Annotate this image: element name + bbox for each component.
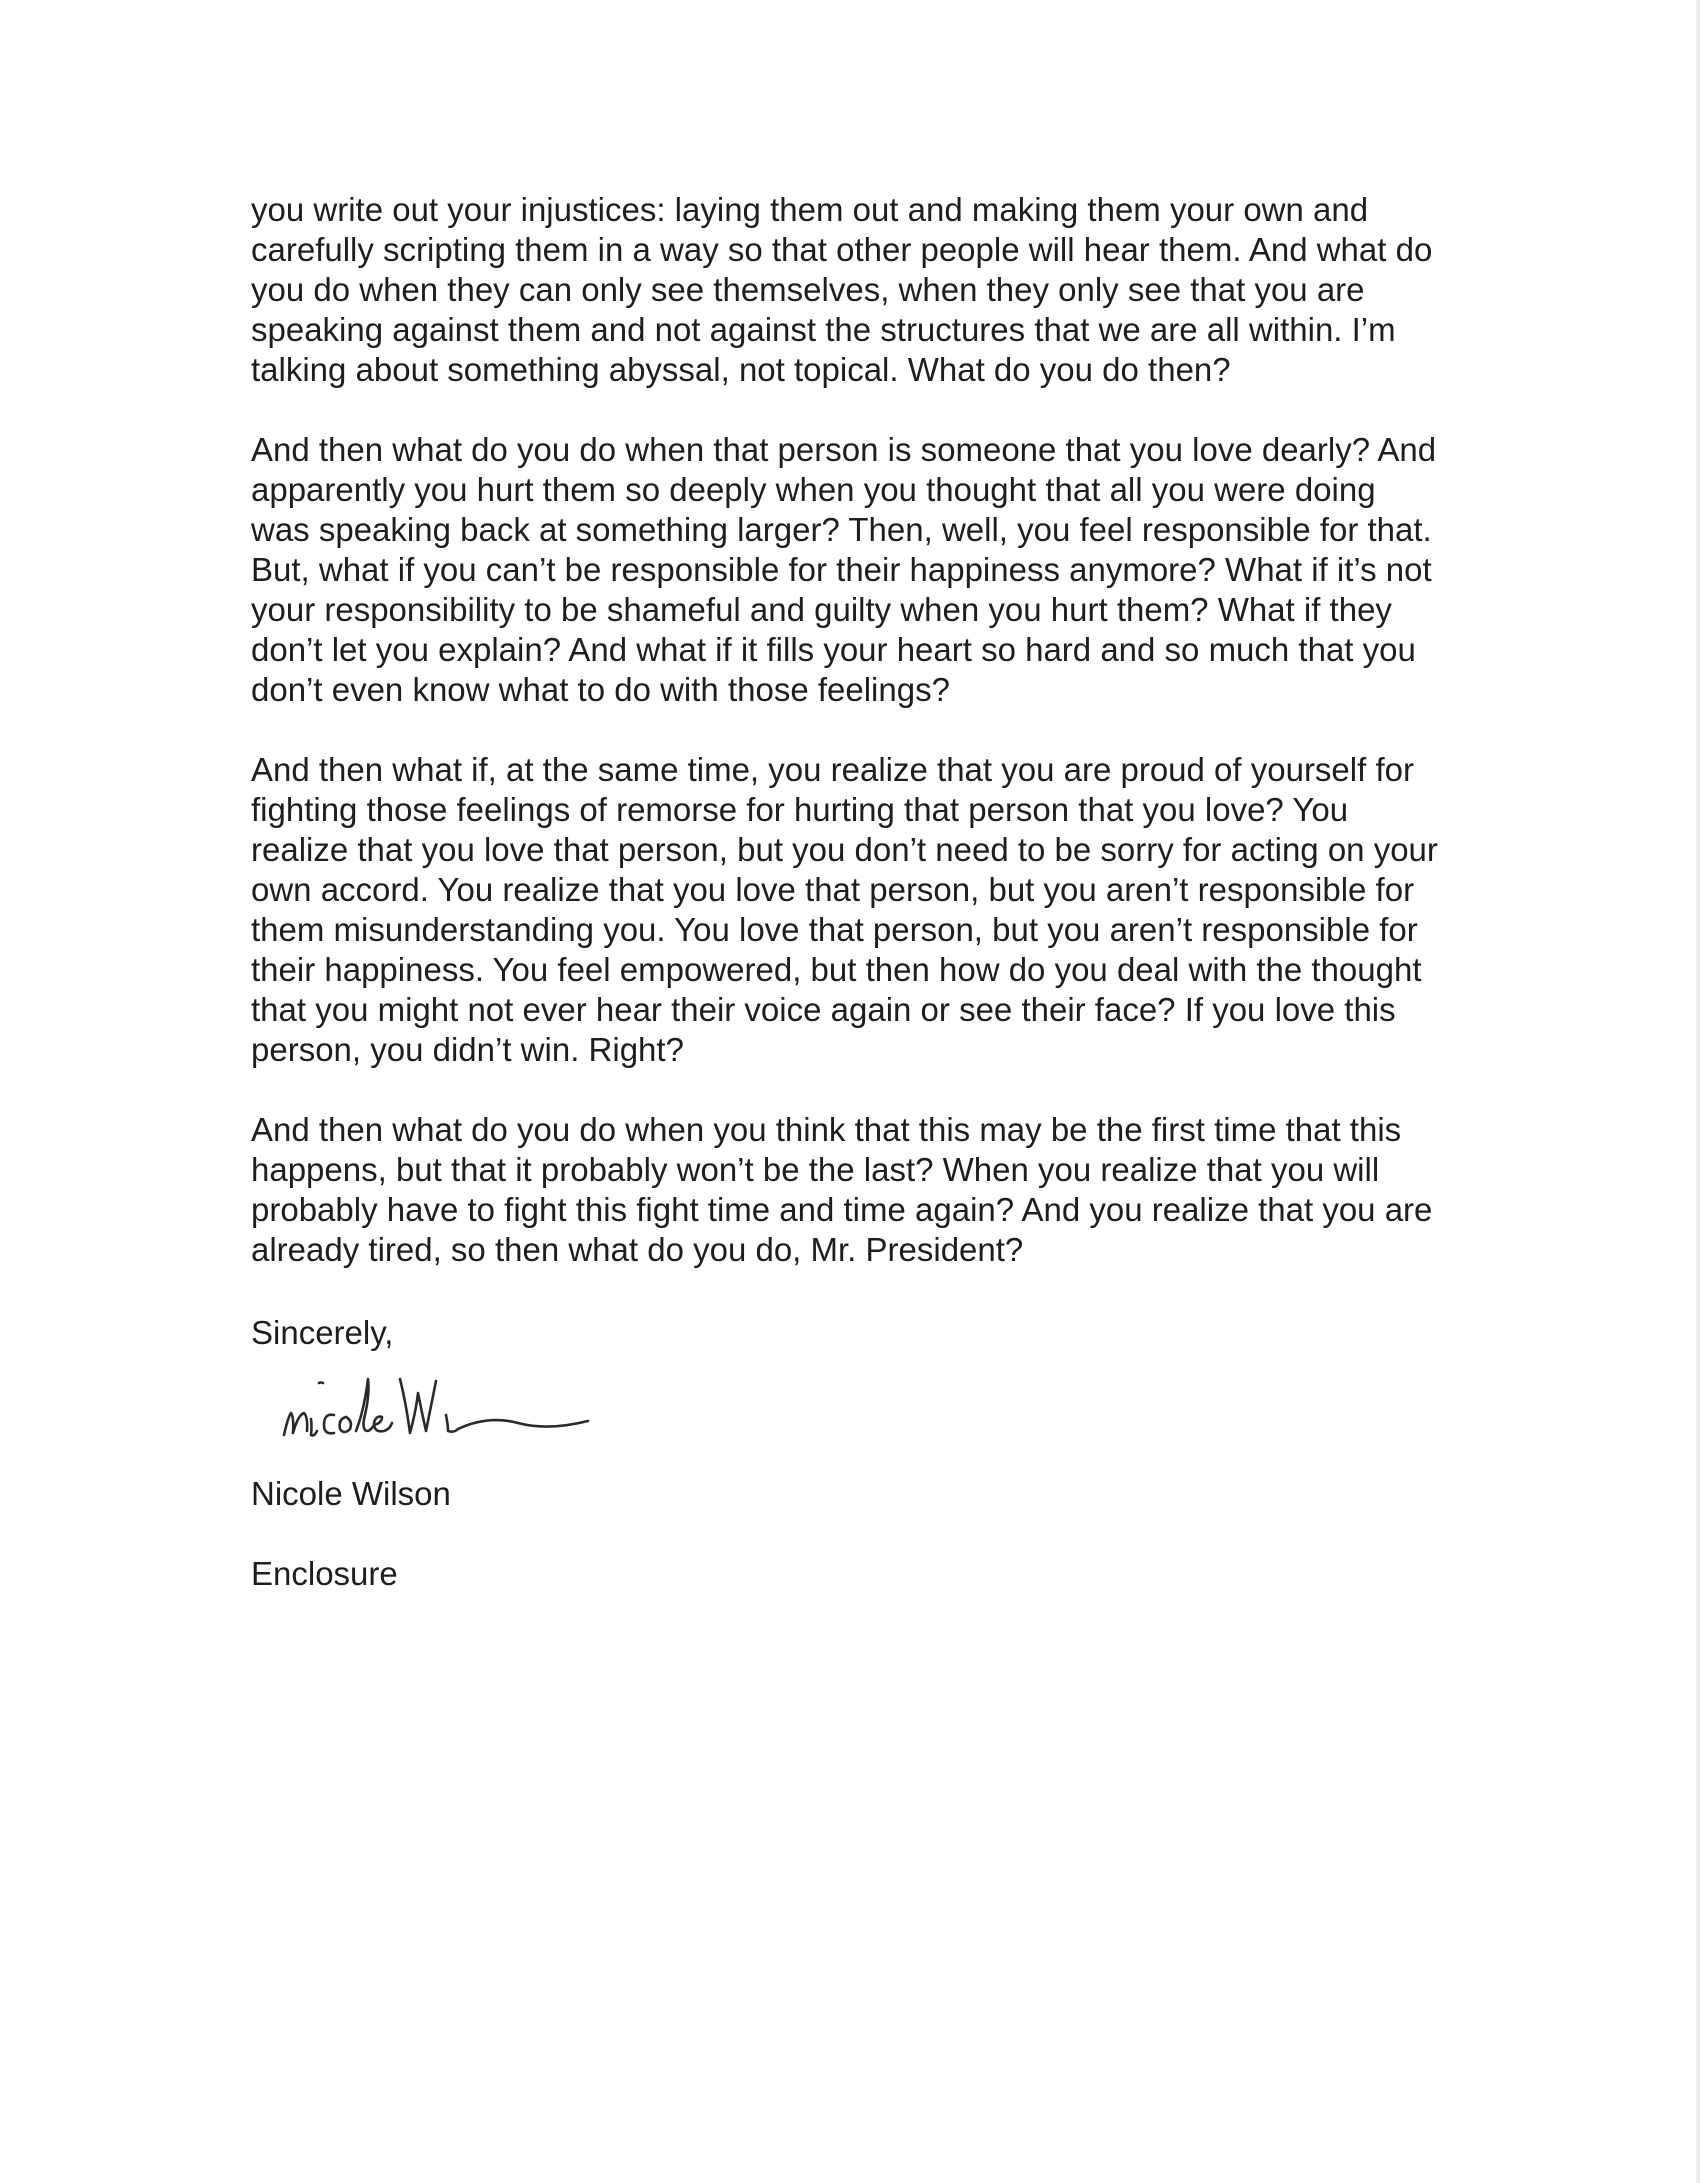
handwritten-signature: [276, 1345, 626, 1455]
closing-salutation: Sincerely,: [251, 1314, 394, 1351]
paragraph-1: you write out your injustices: laying them out and making them your own and carefully scripting them in a way so that other people will hear them. And what do you do when they can only see themselves, when they only see that you are speaking against them and not against the structures that we are all within. I’m talking about something abyssal, not topical. What do you do then?: [251, 191, 1433, 388]
enclosure-notation: Enclosure: [251, 1555, 398, 1592]
paragraph-2: And then what do you do when that person is someone that you love dearly? And apparently you hurt them so deeply when you thought that all you were doing was speaking back at something larger? Then, well, you feel responsible for that. But, what if you can’t be responsible for their happiness anymore? What if it’s not your responsibility to be shameful and guilty when you hurt them? What if they don’t let you explain? And what if it fills your heart so hard and so much that you don’t even know what to do with those feelings?: [251, 431, 1437, 708]
letter-body: [251, 190, 1481, 1310]
paragraph-3: And then what if, at the same time, you realize that you are proud of yourself for fighting those feelings of remorse for hurting that person that you love? You realize that you love that person, but you don’t need to be sorry for acting on your own accord. You realize that you love that person, but you aren’t responsible for them misunderstanding you. You love that person, but you aren’t responsible for their happiness. You feel empowered, but then how do you deal with the thought that you might not ever hear their voice again or see their face? If you love this person, you didn’t win. Right?: [251, 751, 1438, 1068]
signer-name: Nicole Wilson: [251, 1475, 451, 1512]
paragraph-4: And then what do you do when you think that this may be the first time that this happens, but that it probably won’t be the last? When you realize that you will probably have to fight this fight time and time again? And you realize that you are already tired, so then what do you do, Mr. President?: [251, 1111, 1433, 1268]
scan-edge-shadow: [1696, 0, 1700, 2183]
